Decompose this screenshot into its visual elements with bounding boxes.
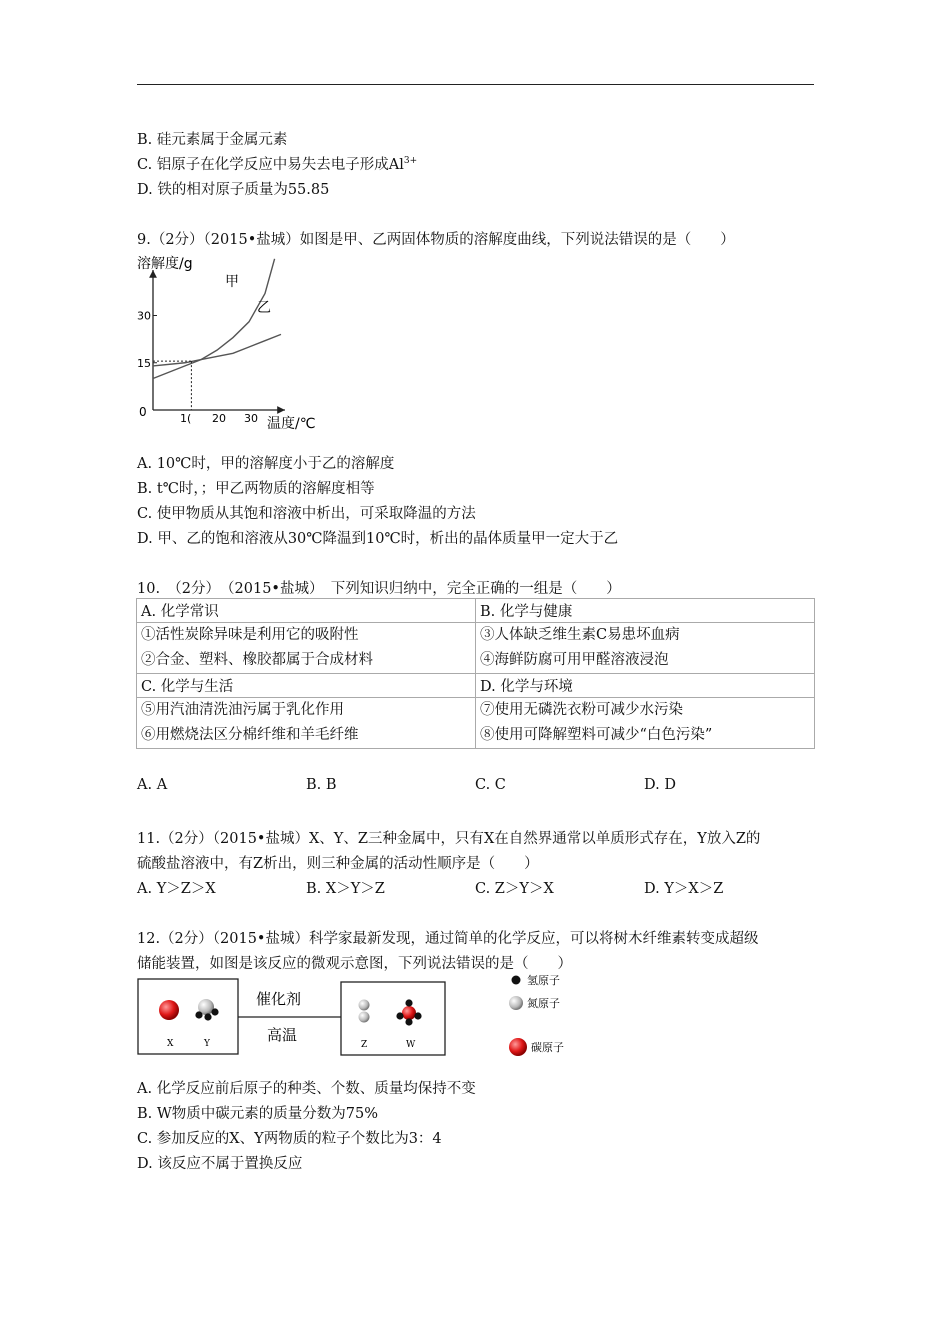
products-box	[341, 982, 445, 1055]
q11-option-b: B. X＞Y＞Z	[306, 881, 385, 897]
cell-c-title: C. 化学与生活	[137, 674, 476, 698]
cell-a-title: A. 化学常识	[137, 599, 476, 623]
q11-stem-line2: 硫酸盐溶液中，有Z析出，则三种金属的活动性顺序是（ ）	[137, 856, 539, 872]
q11-option-a: A. Y＞Z＞X	[137, 881, 216, 897]
q12-stem-line2: 储能装置，如图是该反应的微观示意图，下列说法错误的是（ ）	[137, 956, 572, 972]
legend-nitrogen-label: 氮原子	[527, 997, 560, 1010]
cell-d-items	[476, 698, 815, 749]
q8-option-b: B. 硅元素属于金属元素	[137, 132, 288, 148]
q10-option-d: D. D	[644, 777, 676, 793]
x-tick-label: 1(	[180, 412, 192, 425]
legend-carbon-label: 碳原子	[531, 1041, 564, 1054]
q12-stem-line1: 12.（2分）（2015•盐城）科学家最新发现，通过简单的化学反应，可以将树木纤维素转变成超级	[137, 931, 759, 947]
series-label-yi: 乙	[257, 300, 271, 316]
y-axis-label: 溶解度/g	[137, 256, 193, 272]
cell-b-title: B. 化学与健康	[476, 599, 815, 623]
q9-option-a: A. 10℃时，甲的溶解度小于乙的溶解度	[137, 456, 395, 472]
legend-carbon-symbol	[509, 1038, 527, 1056]
cell-b-item-2: ④海鲜防腐可用甲醛溶液浸泡	[480, 652, 669, 668]
series-label-jia: 甲	[225, 274, 239, 290]
q8-option-d: D. 铁的相对原子质量为55.85	[137, 182, 330, 198]
solubility-chart	[135, 248, 335, 433]
origin-label: 0	[139, 405, 147, 419]
cell-d-item-1: ⑦使用无磷洗衣粉可减少水污染	[480, 702, 683, 718]
cell-d-item-2: ⑧使用可降解塑料可减少“白色污染”	[480, 727, 713, 743]
q9-option-b: B. t℃时，；甲乙两物质的溶解度相等	[137, 481, 375, 497]
q10-stem: 10. （2分） （2015•盐城） 下列知识归纳中，完全正确的一组是（ ）	[137, 581, 621, 597]
cell-a-items	[137, 623, 476, 674]
cell-a-item-2: ②合金、塑料、橡胶都属于合成材料	[141, 652, 373, 668]
q12-option-b: B. W物质中碳元素的质量分数为75%	[137, 1106, 379, 1122]
header-rule	[137, 84, 814, 85]
q9-option-c: C. 使甲物质从其饱和溶液中析出，可采取降温的方法	[137, 506, 476, 522]
q11-option-d: D. Y＞X＞Z	[644, 881, 724, 897]
q12-option-c: C. 参加反应的X、Y两物质的粒子个数比为3：4	[137, 1131, 442, 1147]
cell-b-item-1: ③人体缺乏维生素C易患坏血病	[480, 627, 680, 643]
q11-option-c: C. Z＞Y＞X	[475, 881, 554, 897]
condition-catalyst: 催化剂	[256, 990, 302, 1008]
cell-d-title: D. 化学与环境	[476, 674, 815, 698]
series-jia-line	[153, 259, 275, 379]
x-tick-label: 20	[212, 412, 226, 425]
x-axis-label: 温度/℃	[267, 416, 316, 432]
legend-hydrogen-symbol	[512, 976, 521, 985]
legend-nitrogen-symbol	[509, 996, 523, 1010]
q10-option-a: A. A	[137, 777, 168, 793]
x-carbon-atom	[159, 1000, 179, 1020]
cell-c-items	[137, 698, 476, 749]
y-molecule	[195, 999, 218, 1021]
x-tick-label: 30	[244, 412, 258, 425]
cell-c-item-2: ⑥用燃烧法区分棉纤维和羊毛纤维	[141, 727, 359, 743]
q9-stem: 9.（2分）（2015•盐城）如图是甲、乙两固体物质的溶解度曲线，下列说法错误的是（ ）	[137, 232, 735, 248]
q10-option-b: B. B	[306, 777, 337, 793]
q11-stem-line1: 11.（2分）（2015•盐城）X、Y、Z三种金属中，只有X在自然界通常以单质形式存在，Y放入Z的	[137, 831, 761, 847]
label-z: Z	[361, 1040, 368, 1050]
reactants-box	[138, 979, 238, 1054]
reaction-diagram	[135, 972, 585, 1062]
condition-high-temp: 高温	[267, 1026, 298, 1044]
q10-option-c: C. C	[475, 777, 506, 793]
q9-option-d: D. 甲、乙的饱和溶液从30℃降温到10℃时，析出的晶体质量甲一定大于乙	[137, 531, 619, 547]
label-w: W	[406, 1040, 416, 1050]
w-molecule	[396, 999, 421, 1025]
z-molecule	[359, 1000, 370, 1023]
y-tick-label: 30	[137, 309, 151, 323]
q12-option-d: D. 该反应不属于置换反应	[137, 1156, 303, 1172]
label-y: Y	[204, 1039, 210, 1049]
cell-b-items	[476, 623, 815, 674]
knowledge-table	[136, 598, 815, 749]
cell-a-item-1: ①活性炭除异味是利用它的吸附性	[141, 627, 359, 643]
y-tick-label: 15	[137, 356, 151, 370]
legend-hydrogen-label: 氢原子	[527, 974, 560, 987]
cell-c-item-1: ⑤用汽油清洗油污属于乳化作用	[141, 702, 344, 718]
q12-option-a: A. 化学反应前后原子的种类、个数、质量均保持不变	[137, 1081, 476, 1097]
q8-option-c: C. 铝原子在化学反应中易失去电子形成$Al^{3+}$	[137, 156, 418, 173]
label-x: X	[167, 1039, 174, 1049]
